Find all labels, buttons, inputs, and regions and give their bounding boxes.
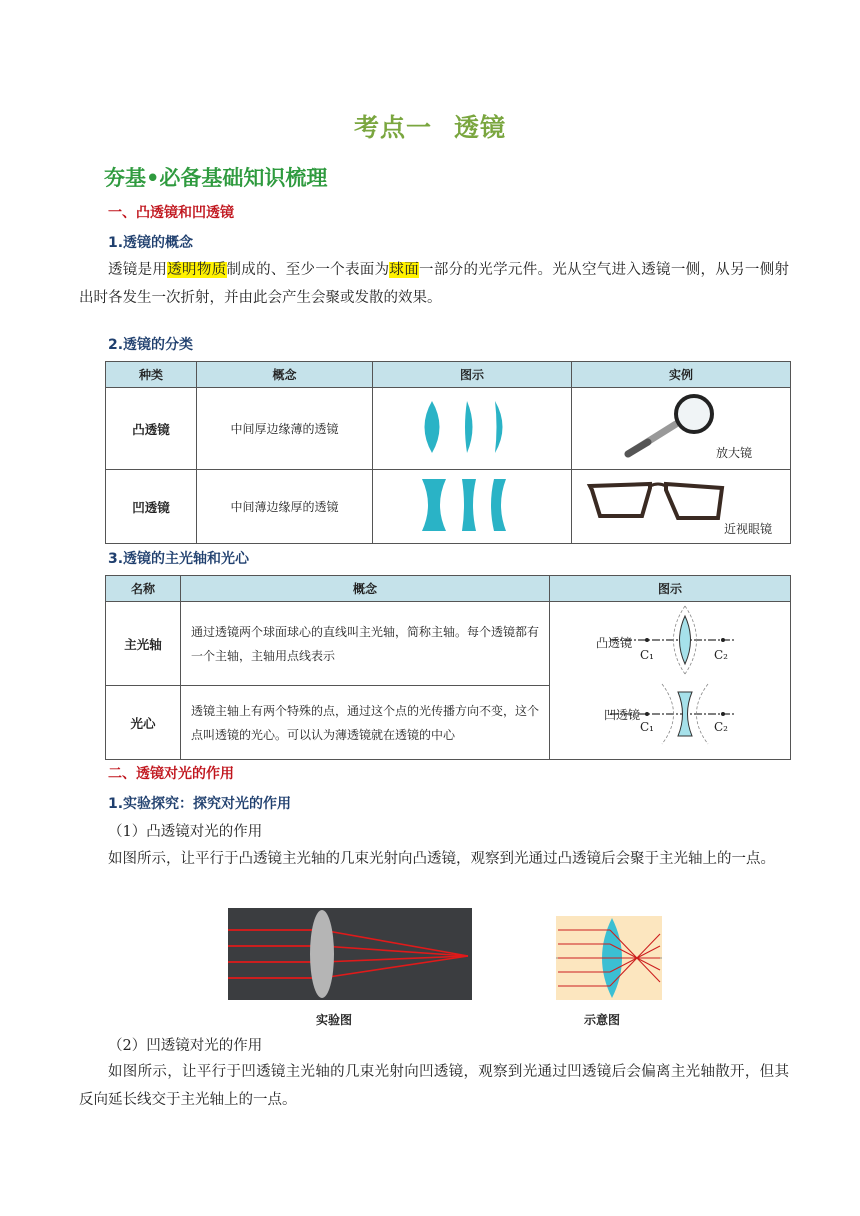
item-concave-label: （2）凹透镜对光的作用: [108, 1038, 263, 1054]
cell-concept: 中间薄边缘厚的透镜: [197, 470, 373, 544]
col-header-figure: 图示: [373, 362, 572, 388]
glasses-icon: [586, 474, 726, 524]
convex-c2: C₂: [714, 648, 728, 662]
heading-convex-concave: 一、凸透镜和凹透镜: [108, 205, 234, 221]
cell-concept: 中间厚边缘薄的透镜: [197, 388, 373, 470]
table-row: [106, 388, 791, 470]
section-header: 夯基•必备基础知识梳理: [104, 166, 328, 190]
concave-lens-figure: [373, 470, 572, 544]
item-convex-label: （1）凸透镜对光的作用: [108, 824, 263, 840]
col-header-figure: 图示: [550, 576, 791, 602]
convex-effect-paragraph: 如图所示，让平行于凸透镜主光轴的几束光射向凸透镜，观察到光通过凸透镜后会聚于主光轴上的一点。: [108, 851, 775, 867]
page-title: 考点一 透镜: [353, 113, 507, 142]
cell-name: 主光轴: [106, 602, 181, 686]
axis-center-table: [105, 575, 791, 760]
heading-lens-concept: 1.透镜的概念: [108, 235, 194, 251]
convex-lenses-icon: [412, 397, 532, 457]
col-header-name: 名称: [106, 576, 181, 602]
cell-type: 凸透镜: [106, 388, 197, 470]
concave-effect-paragraph: 如图所示，让平行于凹透镜主光轴的几束光射向凹透镜，观察到光通过凹透镜后会偏离主光轴散开，但其反向延长线交于主光轴上的一点。: [79, 1064, 789, 1108]
heading-axis-center: 3.透镜的主光轴和光心: [108, 551, 250, 567]
experiment-caption: 实验图: [316, 1013, 353, 1027]
col-header-type: 种类: [106, 362, 197, 388]
axis-diagram: [550, 602, 790, 758]
col-header-example: 实例: [572, 362, 791, 388]
concave-lenses-icon: [412, 475, 532, 535]
cell-concept: 通过透镜两个球面球心的直线叫主光轴，简称主轴。每个透镜都有一个主轴，主轴用点线表示: [181, 602, 550, 686]
magnifier-caption: 放大镜: [715, 446, 752, 460]
concave-c1: C₁: [640, 720, 654, 734]
highlight-sphere: 球面: [389, 262, 420, 278]
glasses-cell: [572, 470, 791, 544]
heading-lens-effect: 二、透镜对光的作用: [108, 766, 234, 782]
schematic-caption: 示意图: [584, 1013, 621, 1027]
convex-label: 凸透镜: [596, 636, 633, 650]
magnifier-cell: [572, 388, 791, 470]
convex-lens-figure: [373, 388, 572, 470]
concave-label: 凹透镜: [604, 708, 641, 722]
magnifier-icon: [608, 392, 728, 462]
heading-lens-classification: 2.透镜的分类: [108, 337, 194, 353]
schematic-image: [556, 916, 662, 1000]
axis-diagram-cell: [550, 602, 791, 760]
concave-c2: C₂: [714, 720, 728, 734]
cell-type: 凹透镜: [106, 470, 197, 544]
table-row: [106, 602, 791, 686]
classification-table: [105, 361, 791, 544]
experiment-image: [228, 908, 472, 1000]
lens-concept-paragraph: 透镜是用透明物质制成的、至少一个表面为球面一部分的光学元件。光从空气进入透镜一侧，从另一侧射出时各发生一次折射，并由此会产生会聚或发散的效果。: [79, 262, 790, 306]
heading-experiment: 1.实验探究：探究对光的作用: [108, 796, 292, 812]
table-row: [106, 470, 791, 544]
convex-c1: C₁: [640, 648, 654, 662]
cell-name: 光心: [106, 686, 181, 760]
cell-concept: 透镜主轴上有两个特殊的点，通过这个点的光传播方向不变，这个点叫透镜的光心。可以认为薄透镜就在透镜的中心: [181, 686, 550, 760]
col-header-concept: 概念: [181, 576, 550, 602]
highlight-transparent: 透明物质: [167, 262, 227, 278]
glasses-caption: 近视眼镜: [723, 522, 772, 536]
col-header-concept: 概念: [197, 362, 373, 388]
